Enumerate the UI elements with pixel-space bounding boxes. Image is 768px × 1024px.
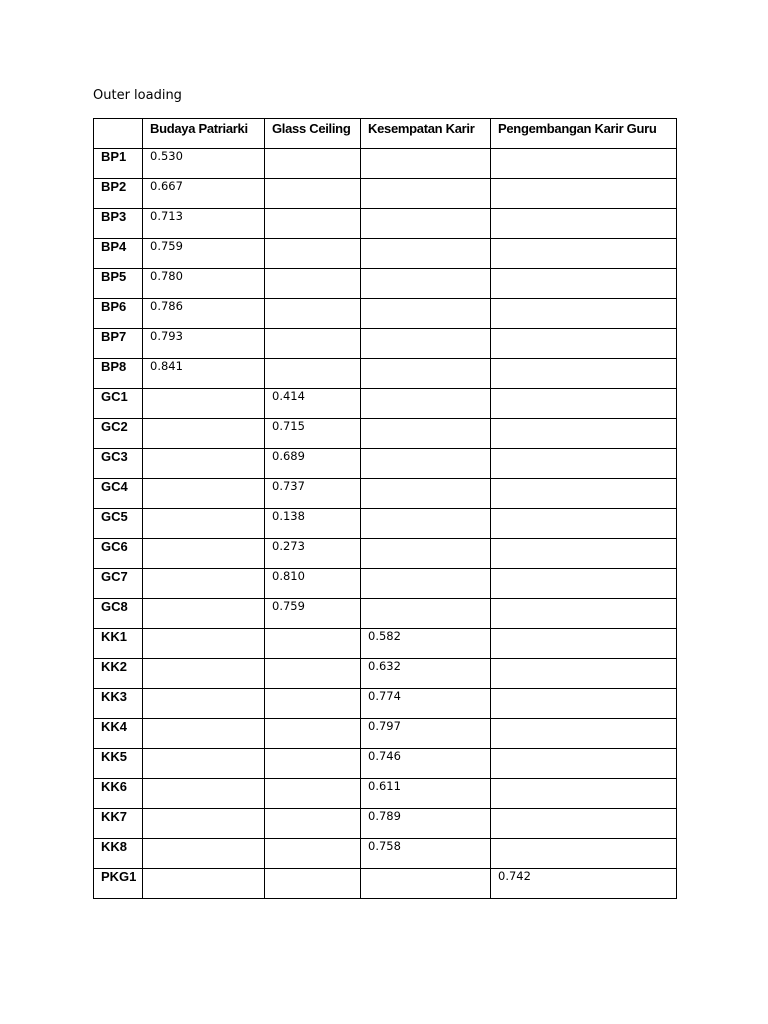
loading-value-cell — [265, 149, 361, 179]
loading-value-cell — [143, 839, 265, 869]
loading-value-cell — [491, 209, 677, 239]
table-row — [94, 389, 677, 419]
loading-value-cell — [143, 629, 265, 659]
table-row — [94, 779, 677, 809]
loading-value-cell — [491, 479, 677, 509]
loading-value-cell — [491, 299, 677, 329]
loading-value-cell: 0.789 — [361, 809, 491, 839]
loading-value-cell — [361, 359, 491, 389]
table-row — [94, 359, 677, 389]
table-row — [94, 329, 677, 359]
loading-value-cell — [265, 779, 361, 809]
loading-value-cell — [491, 569, 677, 599]
loading-value-cell: 0.737 — [265, 479, 361, 509]
loading-value-cell — [491, 329, 677, 359]
loading-value-cell: 0.689 — [265, 449, 361, 479]
loading-value-cell: 0.742 — [491, 869, 677, 899]
row-label-cell: GC8 — [94, 599, 143, 629]
table-row — [94, 869, 677, 899]
loading-value-cell — [143, 869, 265, 899]
loading-value-cell — [491, 419, 677, 449]
header-cell-empty — [94, 119, 143, 149]
loading-value-cell — [491, 389, 677, 419]
row-label-cell: GC7 — [94, 569, 143, 599]
row-label-cell: BP7 — [94, 329, 143, 359]
loading-value-cell — [265, 209, 361, 239]
loading-value-cell — [143, 449, 265, 479]
table-row — [94, 269, 677, 299]
loading-value-cell — [491, 449, 677, 479]
loading-value-cell — [265, 329, 361, 359]
table-body — [94, 149, 677, 899]
loading-value-cell: 0.713 — [143, 209, 265, 239]
loading-value-cell — [265, 689, 361, 719]
loading-value-cell — [491, 359, 677, 389]
loading-value-cell — [491, 149, 677, 179]
loading-value-cell — [143, 779, 265, 809]
loading-value-cell: 0.530 — [143, 149, 265, 179]
loading-value-cell — [265, 629, 361, 659]
table-row — [94, 149, 677, 179]
table-row — [94, 599, 677, 629]
loading-value-cell: 0.759 — [143, 239, 265, 269]
header-cell-kesempatan-karir: Kesempatan Karir — [361, 119, 491, 149]
loading-value-cell: 0.759 — [265, 599, 361, 629]
row-label-cell: BP1 — [94, 149, 143, 179]
row-label-cell: KK8 — [94, 839, 143, 869]
loading-value-cell — [491, 599, 677, 629]
header-cell-glass-ceiling: Glass Ceiling — [265, 119, 361, 149]
row-label-cell: KK5 — [94, 749, 143, 779]
loading-value-cell — [491, 269, 677, 299]
loading-value-cell — [361, 539, 491, 569]
loading-value-cell: 0.414 — [265, 389, 361, 419]
row-label-cell: BP5 — [94, 269, 143, 299]
row-label-cell: GC3 — [94, 449, 143, 479]
loading-value-cell — [361, 389, 491, 419]
loading-value-cell — [265, 359, 361, 389]
table-row — [94, 449, 677, 479]
row-label-cell: BP8 — [94, 359, 143, 389]
table-row — [94, 209, 677, 239]
loading-value-cell — [361, 299, 491, 329]
loading-value-cell — [143, 719, 265, 749]
loading-value-cell — [361, 509, 491, 539]
loading-value-cell: 0.715 — [265, 419, 361, 449]
loading-value-cell — [361, 269, 491, 299]
table-header-row — [94, 119, 677, 149]
table-row — [94, 239, 677, 269]
row-label-cell: BP2 — [94, 179, 143, 209]
loading-value-cell — [361, 599, 491, 629]
loading-value-cell — [361, 869, 491, 899]
row-label-cell: KK4 — [94, 719, 143, 749]
loading-value-cell — [361, 479, 491, 509]
loading-value-cell — [491, 809, 677, 839]
loading-value-cell — [361, 329, 491, 359]
loading-value-cell: 0.582 — [361, 629, 491, 659]
loading-value-cell: 0.758 — [361, 839, 491, 869]
table-row — [94, 509, 677, 539]
table-row — [94, 719, 677, 749]
loading-value-cell — [265, 299, 361, 329]
header-cell-pengembangan-karir-guru: Pengembangan Karir Guru — [491, 119, 677, 149]
table-row — [94, 749, 677, 779]
loading-value-cell — [491, 509, 677, 539]
loading-value-cell — [143, 809, 265, 839]
row-label-cell: GC5 — [94, 509, 143, 539]
loading-value-cell: 0.632 — [361, 659, 491, 689]
row-label-cell: GC1 — [94, 389, 143, 419]
row-label-cell: KK2 — [94, 659, 143, 689]
table-row — [94, 839, 677, 869]
header-cell-budaya-patriarki: Budaya Patriarki — [143, 119, 265, 149]
table-row — [94, 629, 677, 659]
loading-value-cell — [265, 869, 361, 899]
loading-value-cell — [361, 239, 491, 269]
loading-value-cell — [491, 779, 677, 809]
row-label-cell: KK7 — [94, 809, 143, 839]
table-row — [94, 299, 677, 329]
row-label-cell: BP4 — [94, 239, 143, 269]
loading-value-cell — [143, 389, 265, 419]
table-row — [94, 179, 677, 209]
loading-value-cell — [491, 749, 677, 779]
loading-value-cell — [143, 479, 265, 509]
loading-value-cell — [265, 179, 361, 209]
row-label-cell: KK6 — [94, 779, 143, 809]
row-label-cell: PKG1 — [94, 869, 143, 899]
loading-value-cell: 0.774 — [361, 689, 491, 719]
loading-value-cell — [491, 629, 677, 659]
loading-value-cell — [265, 269, 361, 299]
loading-value-cell — [361, 179, 491, 209]
loading-value-cell — [143, 569, 265, 599]
loading-value-cell — [143, 599, 265, 629]
loading-value-cell: 0.810 — [265, 569, 361, 599]
loading-value-cell — [265, 839, 361, 869]
loading-value-cell: 0.797 — [361, 719, 491, 749]
row-label-cell: BP3 — [94, 209, 143, 239]
loading-value-cell: 0.746 — [361, 749, 491, 779]
loading-value-cell: 0.611 — [361, 779, 491, 809]
table-row — [94, 419, 677, 449]
loading-value-cell — [361, 569, 491, 599]
loading-value-cell — [491, 179, 677, 209]
loading-value-cell — [265, 719, 361, 749]
loading-value-cell — [143, 539, 265, 569]
loading-value-cell — [491, 239, 677, 269]
loading-value-cell — [491, 539, 677, 569]
row-label-cell: KK1 — [94, 629, 143, 659]
loading-value-cell: 0.667 — [143, 179, 265, 209]
row-label-cell: BP6 — [94, 299, 143, 329]
loading-value-cell — [361, 419, 491, 449]
loading-value-cell — [265, 749, 361, 779]
loading-value-cell — [143, 659, 265, 689]
page-title: Outer loading — [93, 88, 182, 103]
loading-value-cell — [361, 149, 491, 179]
loading-value-cell — [361, 449, 491, 479]
row-label-cell: GC6 — [94, 539, 143, 569]
outer-loading-table — [93, 118, 677, 899]
row-label-cell: KK3 — [94, 689, 143, 719]
loading-value-cell — [265, 659, 361, 689]
loading-value-cell — [265, 239, 361, 269]
loading-value-cell — [143, 419, 265, 449]
loading-value-cell — [491, 659, 677, 689]
row-label-cell: GC4 — [94, 479, 143, 509]
loading-value-cell — [491, 719, 677, 749]
loading-value-cell — [143, 509, 265, 539]
table-row — [94, 689, 677, 719]
table-row — [94, 539, 677, 569]
loading-value-cell — [143, 689, 265, 719]
loading-value-cell — [265, 809, 361, 839]
loading-value-cell: 0.786 — [143, 299, 265, 329]
table-row — [94, 659, 677, 689]
table-row — [94, 479, 677, 509]
row-label-cell: GC2 — [94, 419, 143, 449]
loading-value-cell — [491, 839, 677, 869]
loading-value-cell: 0.780 — [143, 269, 265, 299]
loading-value-cell: 0.841 — [143, 359, 265, 389]
loading-value-cell — [361, 209, 491, 239]
loading-value-cell — [143, 749, 265, 779]
loading-value-cell: 0.138 — [265, 509, 361, 539]
table-row — [94, 809, 677, 839]
table-row — [94, 569, 677, 599]
loading-value-cell: 0.273 — [265, 539, 361, 569]
loading-value-cell: 0.793 — [143, 329, 265, 359]
loading-value-cell — [491, 689, 677, 719]
